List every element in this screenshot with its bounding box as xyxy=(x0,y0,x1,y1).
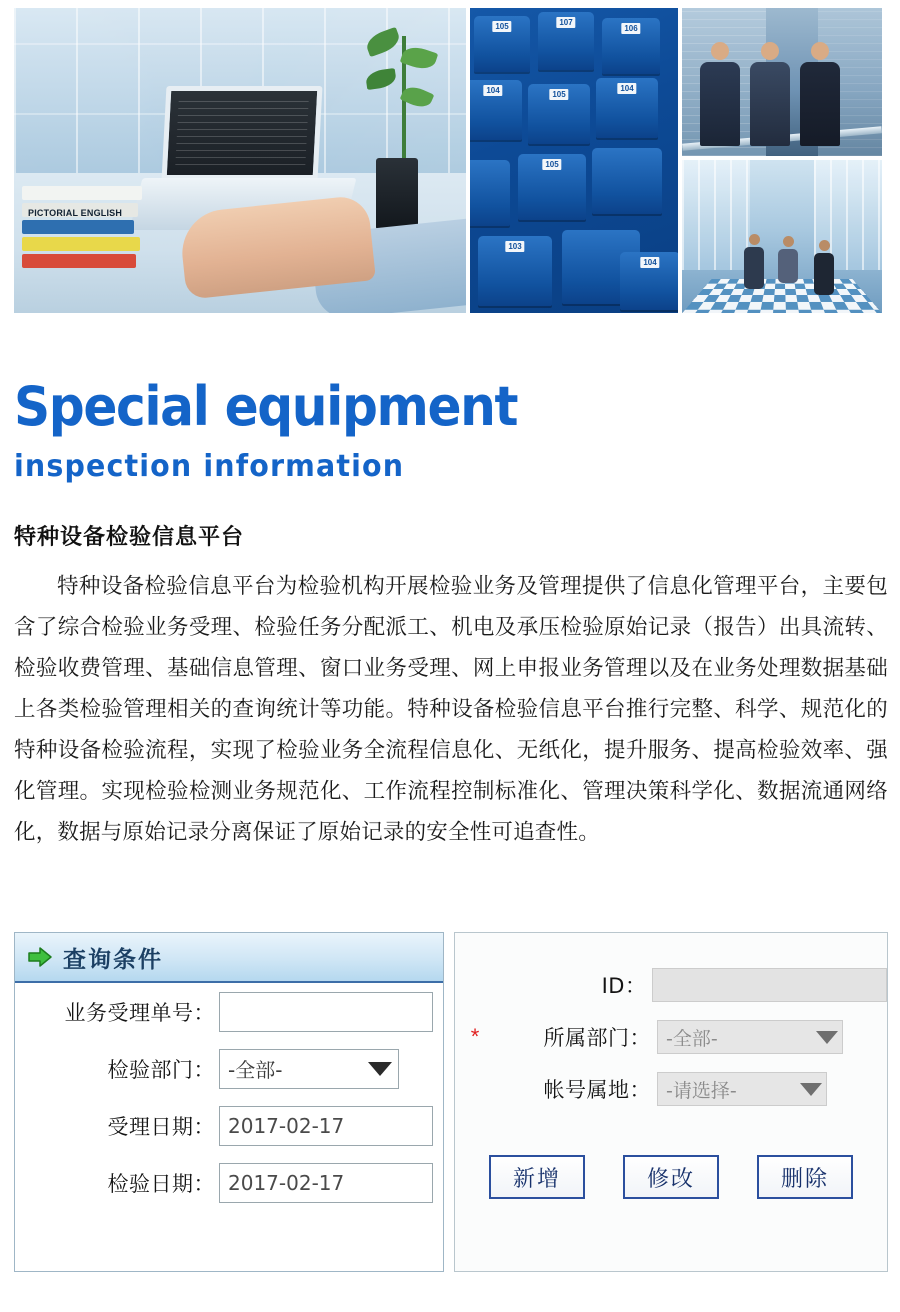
walking-person-figure xyxy=(744,234,764,289)
add-button[interactable]: 新增 xyxy=(489,1155,585,1199)
hero-photo-strip xyxy=(14,8,886,313)
chevron-down-icon xyxy=(800,1083,822,1096)
query-panel-header xyxy=(15,933,443,983)
form-row-inspection-dept xyxy=(15,1040,443,1097)
seat-number-label: 105 xyxy=(549,89,568,100)
businessmen-railing-photo xyxy=(682,8,882,156)
label-account-region: 帐号属地： xyxy=(543,1078,651,1102)
order-no-input[interactable] xyxy=(219,992,433,1032)
page-title-chinese: 特种设备检验信息平台 xyxy=(14,525,245,550)
office-corridor-photo xyxy=(682,160,882,313)
label-id: ID： xyxy=(601,974,647,998)
seat-number-label: 104 xyxy=(483,85,502,96)
label-order-no: 业务受理单号： xyxy=(64,1000,215,1025)
required-asterisk-icon: * xyxy=(470,1024,480,1049)
account-region-value: -请选择- xyxy=(666,1079,737,1102)
description-paragraph: 特种设备检验信息平台为检验机构开展检验业务及管理提供了信息化管理平台，主要包含了综合检验业务受理、检验任务分配派工、机电及承压检验原始记录（报告）出具流转、检验收费管理、基础信息管理、窗口业务受理、网上申报业务管理以及在业务处理数据基础上各类检验管理相关的查询统计等功能。特种设备检验信息平台推行完整、科学、规范化的特种设备检验流程，实现了检验业务全流程信息化、无纸化，提升服务、提高检验效率、强化管理。实现检验检测业务规范化、工作流程控制标准化、管理决策科学化、数据流通网络化，数据与原始记录分离保证了原始记录的安全性可追查性。 xyxy=(14,574,888,845)
form-row-order-no xyxy=(15,983,443,1040)
chevron-down-icon xyxy=(368,1062,392,1076)
seat-number-label: 103 xyxy=(505,241,524,252)
id-input[interactable] xyxy=(652,968,887,1002)
account-region-select[interactable] xyxy=(657,1072,827,1106)
department-select[interactable] xyxy=(657,1020,843,1054)
form-row-account-region xyxy=(455,1063,887,1115)
seat-number-label: 105 xyxy=(542,159,561,170)
label-department: 所属部门： xyxy=(543,1026,651,1050)
seat-number-label: 106 xyxy=(621,23,640,34)
accept-date-input[interactable]: 2017-02-17 xyxy=(219,1106,433,1146)
chevron-down-icon xyxy=(816,1031,838,1044)
laptop-screen xyxy=(162,86,323,180)
inspection-dept-value: -全部- xyxy=(228,1058,283,1082)
seat-number-label: 105 xyxy=(492,21,511,32)
form-row-id xyxy=(455,959,887,1011)
walking-person-figure xyxy=(778,236,798,283)
book-title-label: PICTORIAL ENGLISH xyxy=(28,208,123,218)
form-row-inspection-date xyxy=(15,1154,443,1211)
inspection-date-input[interactable]: 2017-02-17 xyxy=(219,1163,433,1203)
edit-button[interactable]: 修改 xyxy=(623,1155,719,1199)
form-row-accept-date xyxy=(15,1097,443,1154)
delete-button[interactable]: 删除 xyxy=(757,1155,853,1199)
green-arrow-icon xyxy=(27,946,53,968)
action-button-row xyxy=(455,1155,887,1199)
book-stack xyxy=(22,186,146,272)
label-inspection-dept: 检验部门： xyxy=(107,1057,215,1082)
form-row-department xyxy=(455,1011,887,1063)
businessman-figure xyxy=(700,42,740,146)
seat-number-label: 104 xyxy=(640,257,659,268)
page-title-english-line1: Special equipment xyxy=(14,375,518,438)
account-form-panel xyxy=(454,932,888,1272)
blue-stadium-seats-photo xyxy=(470,8,678,313)
page-title-english-line2: inspection information xyxy=(14,449,405,484)
businessman-figure xyxy=(750,42,790,146)
label-accept-date: 受理日期： xyxy=(107,1114,215,1139)
department-value: -全部- xyxy=(666,1027,718,1050)
label-inspection-date: 检验日期： xyxy=(107,1171,215,1196)
office-laptop-photo xyxy=(14,8,466,313)
query-conditions-panel xyxy=(14,932,444,1272)
walking-person-figure xyxy=(814,240,834,295)
plant-pot xyxy=(376,158,418,230)
inspection-dept-select[interactable] xyxy=(219,1049,399,1089)
seat-number-label: 104 xyxy=(617,83,636,94)
businessman-figure xyxy=(800,42,840,146)
seat-number-label: 107 xyxy=(556,17,575,28)
query-panel-title: 查询条件 xyxy=(63,946,163,973)
